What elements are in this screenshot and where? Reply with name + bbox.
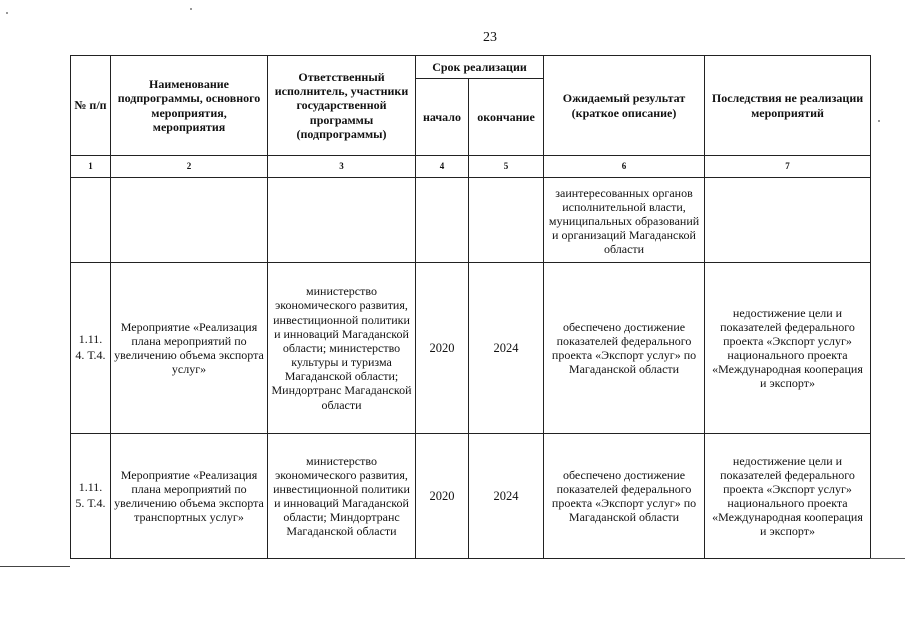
- cell-consequences: недостижение цели и показателей федерального проекта «Экспорт услуг» национального проекта «Международная кооперация и экспорт»: [705, 434, 871, 559]
- header-num: № п/п: [71, 56, 111, 156]
- program-table: [70, 55, 871, 559]
- column-number: 3: [268, 156, 416, 178]
- header-consequences: Последствия не реализации мероприятий: [705, 56, 871, 156]
- column-number-row: [71, 156, 871, 178]
- table-row: [71, 434, 871, 559]
- cell-executor: министерство экономического развития, инвестиционной политики и инноваций Магаданской области; Миндортранс Магаданской области: [268, 434, 416, 559]
- cell-name: Мероприятие «Реализация плана мероприятий по увеличению объема экспорта услуг»: [111, 263, 268, 434]
- cell-empty: [705, 178, 871, 263]
- table-row: [71, 263, 871, 434]
- column-number: 6: [544, 156, 705, 178]
- cell-result-continuation: заинтересованных органов исполнительной власти, муниципальных образований и организаций Магаданской области: [544, 178, 705, 263]
- cell-executor: министерство экономического развития, инвестиционной политики и инноваций Магаданской области; министерство культуры и туризма Магаданской области; Миндортранс Магаданской области: [268, 263, 416, 434]
- cell-empty: [71, 178, 111, 263]
- scan-speck: [6, 12, 8, 14]
- cell-empty: [268, 178, 416, 263]
- cell-consequences: недостижение цели и показателей федерального проекта «Экспорт услуг» национального проекта «Международная кооперация и экспорт»: [705, 263, 871, 434]
- cell-empty: [469, 178, 544, 263]
- column-number: 7: [705, 156, 871, 178]
- column-number: 1: [71, 156, 111, 178]
- cell-empty: [416, 178, 469, 263]
- cell-num: 1.11. 5. Т.4.: [71, 434, 111, 559]
- table-header: [71, 56, 871, 178]
- cell-result: обеспечено достижение показателей федерального проекта «Экспорт услуг» по Магаданской области: [544, 434, 705, 559]
- continuation-row: [71, 178, 871, 263]
- cell-start: 2020: [416, 263, 469, 434]
- scan-speck: [878, 120, 880, 122]
- cell-name: Мероприятие «Реализация плана мероприятий по увеличению объема экспорта транспортных услуг»: [111, 434, 268, 559]
- column-number: 2: [111, 156, 268, 178]
- cell-end: 2024: [469, 434, 544, 559]
- cell-empty: [111, 178, 268, 263]
- header-result: Ожидаемый результат (краткое описание): [544, 56, 705, 156]
- cell-start: 2020: [416, 434, 469, 559]
- column-number: 4: [416, 156, 469, 178]
- header-executor: Ответственный исполнитель, участники государственной программы (подпрограммы): [268, 56, 416, 156]
- column-number: 5: [469, 156, 544, 178]
- cell-result: обеспечено достижение показателей федерального проекта «Экспорт услуг» по Магаданской области: [544, 263, 705, 434]
- scan-artifact-line: [870, 558, 905, 559]
- cell-num: 1.11. 4. Т.4.: [71, 263, 111, 434]
- page-number: 23: [483, 30, 497, 45]
- table-body: [71, 178, 871, 559]
- scan-speck: [190, 8, 192, 10]
- header-period: Срок реализации: [416, 56, 544, 79]
- header-start: начало: [416, 79, 469, 156]
- scan-artifact-line: [0, 566, 70, 567]
- header-row-1: [71, 56, 871, 79]
- header-end: окончание: [469, 79, 544, 156]
- header-name: Наименование подпрограммы, основного мероприятия, мероприятия: [111, 56, 268, 156]
- cell-end: 2024: [469, 263, 544, 434]
